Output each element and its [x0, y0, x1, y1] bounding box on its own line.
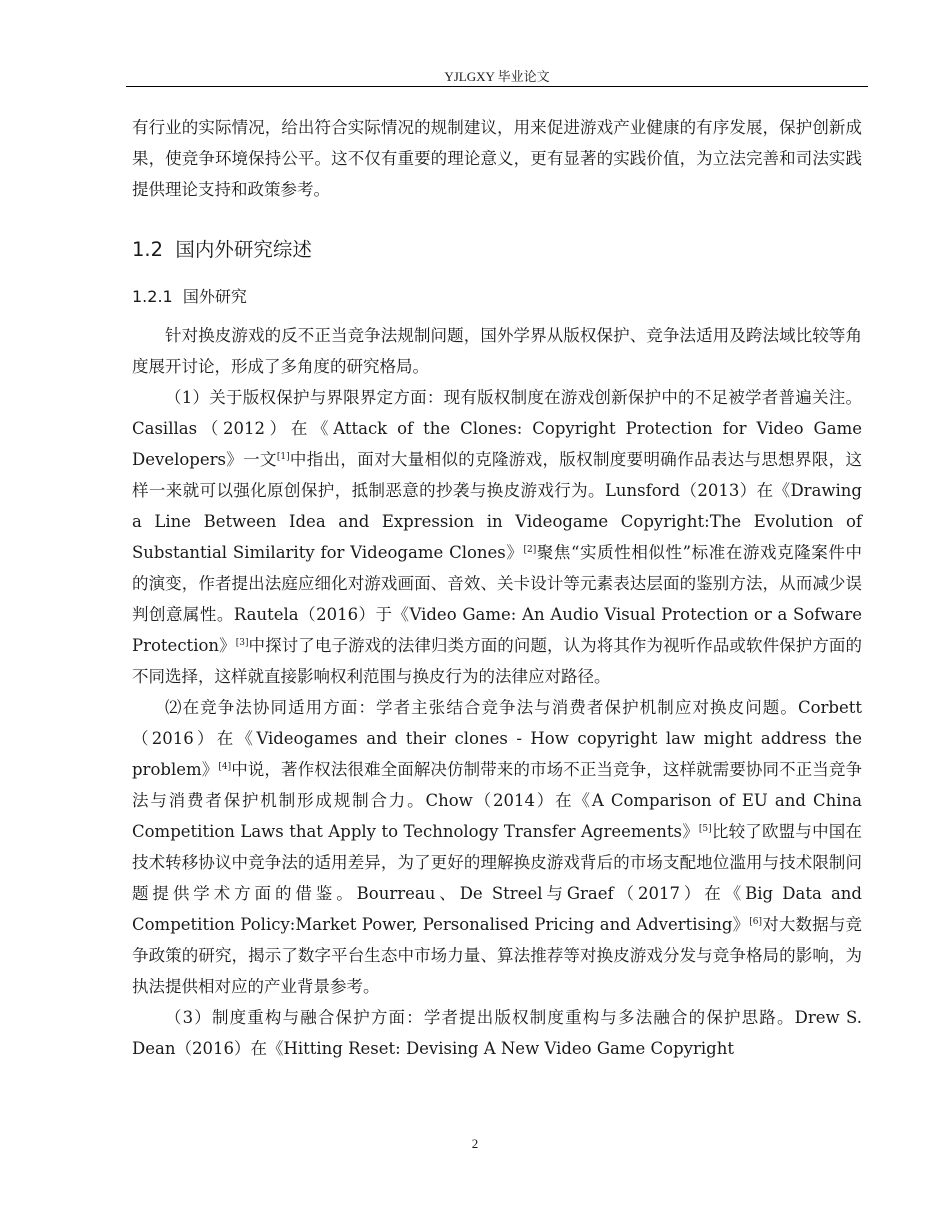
paragraph-text: 中指出，面对大量相似的克隆游戏，版权制度要明确作品表达与思想界限，这样一来就可以强化原创保护，抵制恶意的抄袭与换皮游戏行为。Lunsford（2013）在《Drawing a Line Between Idea and Expression in Videogame Copyright:The Evolution of Substantial Similarity for Videogame Clones》 [132, 450, 862, 562]
section-heading [132, 230, 862, 270]
citation-ref: [4] [218, 762, 232, 772]
citation-ref: [6] [749, 917, 763, 927]
paragraph-text: （1）关于版权保护与界限界定方面：现有版权制度在游戏创新保护中的不足被学者普遍关注。Casillas（2012）在《Attack of the Clones: Copyright Protection for Video Game Developers》一文 [132, 388, 862, 469]
paragraph-competition-law [132, 692, 862, 1002]
lead-paragraph: 针对换皮游戏的反不正当竞争法规制问题，国外学界从版权保护、竞争法适用及跨法域比较等角度展开讨论，形成了多角度的研究格局。 [132, 326, 862, 376]
page-body [132, 112, 862, 1064]
subsection-heading [132, 279, 862, 315]
subsection-title: 国外研究 [182, 287, 247, 306]
paragraph-text: ⑵在竞争法协同适用方面：学者主张结合竞争法与消费者保护机制应对换皮问题。Corbett（2016）在《Videogames and their clones - How copyright law might address the problem》 [132, 698, 862, 779]
section-title: 国内外研究综述 [175, 238, 312, 261]
intro-paragraph: 有行业的实际情况，给出符合实际情况的规制建议，用来促进游戏产业健康的有序发展，保护创新成果，使竞争环境保持公平。这不仅有重要的理论意义，更有显著的实践价值，为立法完善和司法实践提供理论支持和政策参考。 [132, 118, 862, 199]
paragraph-text: 中探讨了电子游戏的法律归类方面的问题，认为将其作为视听作品或软件保护方面的不同选择，这样就直接影响权利范围与换皮行为的法律应对路径。 [132, 636, 863, 686]
paragraph-text: 对大数据与竞争政策的研究，揭示了数字平台生态中市场力量、算法推荐等对换皮游戏分发与竞争格局的影响，为执法提供相对应的产业背景参考。 [132, 915, 862, 996]
header-divider [126, 86, 868, 87]
paragraph-copyright [132, 382, 862, 692]
citation-ref: [5] [698, 824, 712, 834]
paragraph-text: 比较了欧盟与中国在技术转移协议中竞争法的适用差异，为了更好的理解换皮游戏背后的市场支配地位滥用与技术限制问题提供学术方面的借鉴。Bourreau、De Streel与Graef（2017）在《Big Data and Competition Policy:Market Power, Personalised Pricing and Advertising》 [132, 822, 863, 934]
paragraph-text: 中说，著作权法很难全面解决仿制带来的市场不正当竞争，这样就需要协同不正当竞争法与消费者保护机制形成规制合力。Chow（2014）在《A Comparison of EU and China Competition Laws that Apply to Technology Transfer Agreements》 [132, 760, 862, 841]
citation-ref: [1] [276, 452, 290, 462]
citation-ref: [3] [235, 638, 249, 648]
citation-ref: [2] [523, 545, 537, 555]
paragraph-text: （3）制度重构与融合保护方面：学者提出版权制度重构与多法融合的保护思路。Drew S. Dean（2016）在《Hitting Reset: Devising A New Video Game Copyright [132, 1008, 862, 1058]
paragraph-reconstruction [132, 1002, 862, 1064]
page-number: 2 [471, 1136, 479, 1151]
section-number: 1.2 [132, 238, 164, 261]
running-header: YJLGXY 毕业论文 [444, 69, 550, 84]
subsection-number: 1.2.1 [132, 287, 173, 306]
paragraph-text: 聚焦“实质性相似性”标准在游戏克隆案件中的演变，作者提出法庭应细化对游戏画面、音效、关卡设计等元素表达层面的鉴别方法，从而减少误判创意属性。Rautela（2016）于《Video Game: An Audio Visual Protection or a Sofware Protection》 [132, 543, 863, 655]
